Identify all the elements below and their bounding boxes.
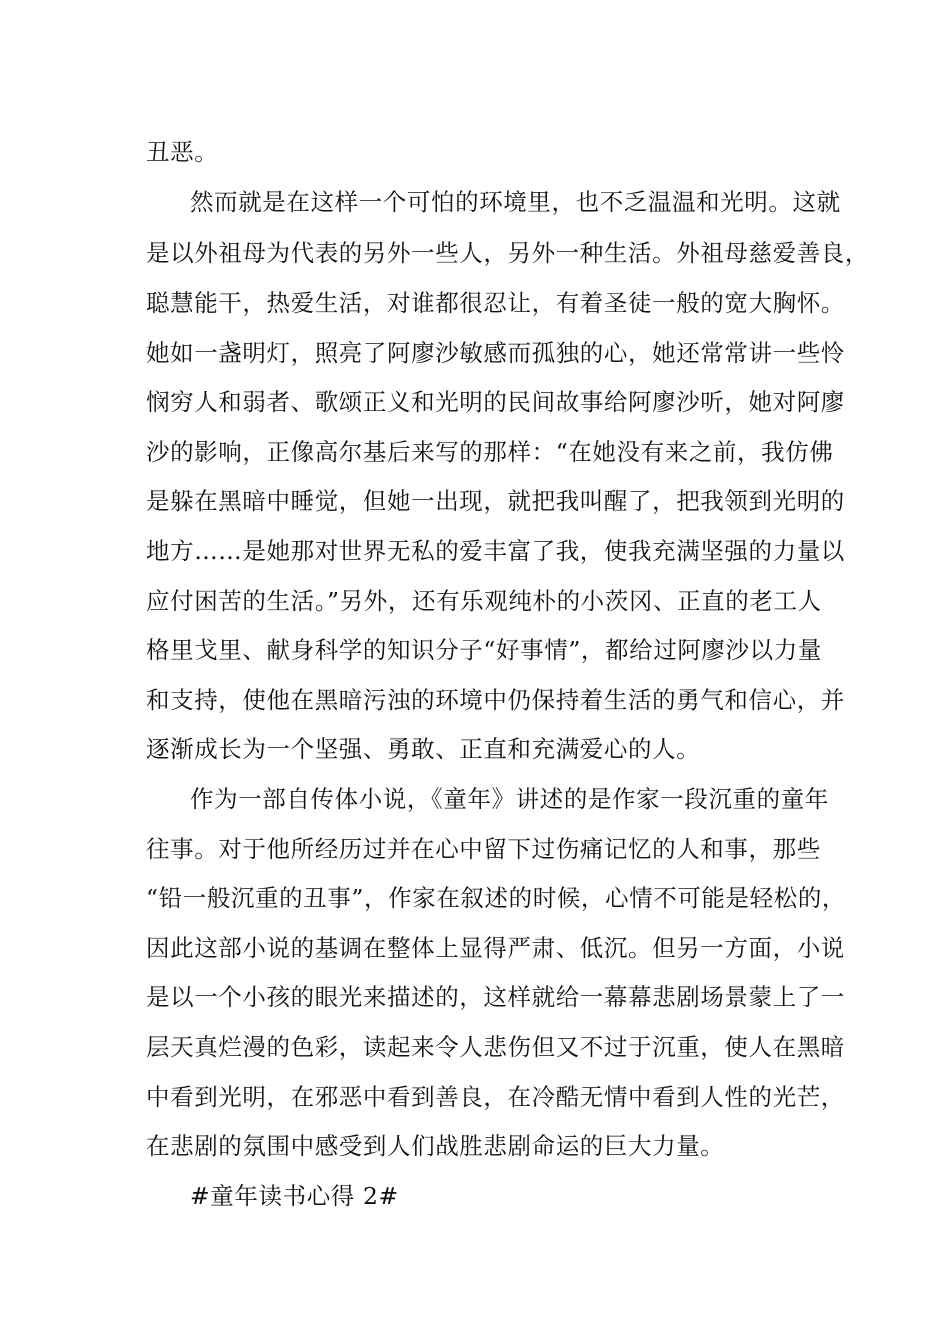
text-line: 中看到光明，在邪恶中看到善良，在冷酷无情中看到人性的光芒，	[146, 1083, 845, 1111]
paragraph-start-line: 作为一部自传体小说，《童年》讲述的是作家一段沉重的童年	[190, 785, 829, 813]
text-line: 聪慧能干，热爱生活，对谁都很忍让，有着圣徒一般的宽大胸怀。	[146, 289, 845, 317]
text-line: 丑恶。	[146, 138, 219, 166]
text-line: 地方……是她那对世界无私的爱丰富了我，使我充满坚强的力量以	[146, 537, 845, 565]
text-line: 应付困苦的生活。”另外，还有乐观纯朴的小茨冈、正直的老工人	[146, 587, 822, 615]
text-line: 和支持，使他在黑暗污浊的环境中仍保持着生活的勇气和信心，并	[146, 686, 845, 714]
text-line: 是躲在黑暗中睡觉，但她一出现，就把我叫醒了，把我领到光明的	[146, 487, 845, 515]
text-line: 往事。对于他所经历过并在心中留下过伤痛记忆的人和事，那些	[146, 835, 821, 863]
section-heading: #童年读书心得 2#	[190, 1182, 399, 1210]
paragraph-start-line: 然而就是在这样一个可怕的环境里，也不乏温温和光明。这就	[190, 188, 841, 216]
text-line: 她如一盏明灯，照亮了阿廖沙敏感而孤独的心，她还常常讲一些怜	[146, 339, 845, 367]
text-line: 层天真烂漫的色彩，读起来令人悲伤但又不过于沉重，使人在黑暗	[146, 1033, 845, 1061]
text-line: 在悲剧的氛围中感受到人们战胜悲剧命运的巨大力量。	[146, 1132, 725, 1160]
text-line: 格里戈里、献身科学的知识分子“好事情”，都给过阿廖沙以力量	[146, 636, 822, 664]
text-line: 是以一个小孩的眼光来描述的，这样就给一幕幕悲剧场景蒙上了一	[146, 983, 845, 1011]
text-line: 是以外祖母为代表的另外一些人，另外一种生活。外祖母慈爱善良，	[146, 239, 869, 267]
text-line: 沙的影响，正像高尔基后来写的那样：“在她没有来之前，我仿佛	[146, 438, 834, 466]
text-line: “铅一般沉重的丑事”，作家在叙述的时候，心情不可能是轻松的，	[146, 884, 847, 912]
text-line: 因此这部小说的基调在整体上显得严肃、低沉。但另一方面，小说	[146, 934, 845, 962]
text-line: 悯穷人和弱者、歌颂正义和光明的民间故事给阿廖沙听，她对阿廖	[146, 388, 845, 416]
text-line: 逐渐成长为一个坚强、勇敢、正直和充满爱心的人。	[146, 735, 701, 763]
